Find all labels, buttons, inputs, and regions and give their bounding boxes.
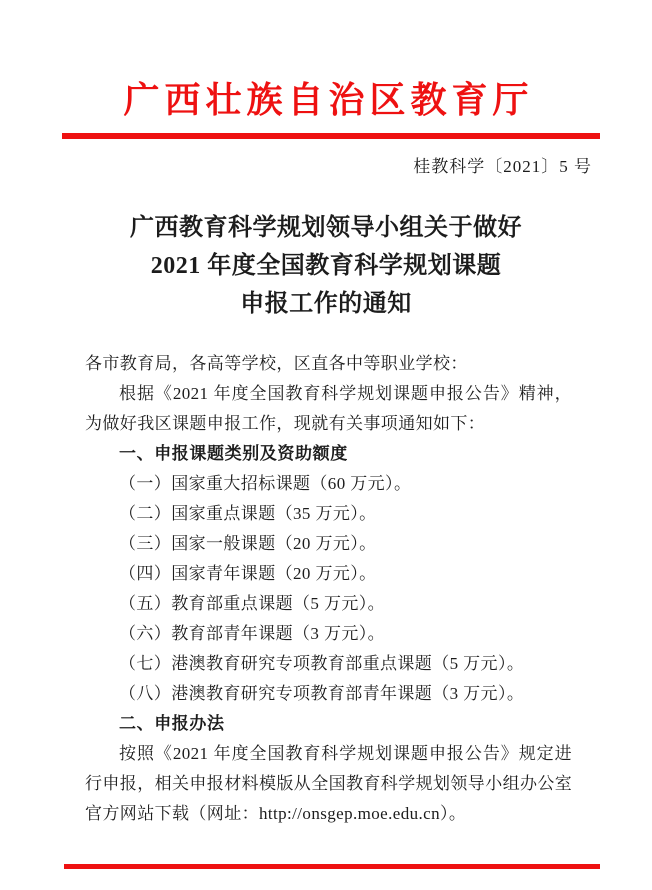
- funding-item: （五）教育部重点课题（5 万元）。: [119, 594, 386, 613]
- intro-line: 为做好我区课题申报工作，现就有关事项通知如下：: [85, 414, 486, 433]
- notice-title-line: 广西教育科学规划领导小组关于做好: [130, 215, 522, 241]
- notice-body: [85, 349, 572, 829]
- funding-item: （七）港澳教育研究专项教育部重点课题（5 万元）。: [119, 654, 525, 673]
- letterhead-divider: [62, 133, 600, 139]
- footer-divider: [64, 864, 600, 869]
- funding-item: （一）国家重大招标课题（60 万元）。: [119, 474, 412, 493]
- section-2-heading: 二、申报办法: [119, 714, 225, 733]
- section-2-text-line: 按照《2021 年度全国教育科学规划课题申报公告》规定进: [119, 744, 572, 763]
- funding-item: （二）国家重点课题（35 万元）。: [119, 504, 377, 523]
- funding-item: （八）港澳教育研究专项教育部青年课题（3 万元）。: [119, 684, 525, 703]
- funding-item: （四）国家青年课题（20 万元）。: [119, 564, 377, 583]
- letterhead-org-name: 广西壮族自治区教育厅: [123, 80, 534, 120]
- notice-title-line: 2021 年度全国教育科学规划课题: [150, 253, 502, 279]
- section-1-heading: 一、申报课题类别及资助额度: [119, 444, 348, 463]
- notice-title-line: 申报工作的通知: [240, 291, 412, 317]
- section-2-text-line: 官方网站下载（网址：http://onsgep.moe.edu.cn）。: [85, 804, 467, 823]
- doc-number: 桂教科学〔2021〕5 号: [413, 157, 592, 176]
- funding-item: （六）教育部青年课题（3 万元）。: [119, 624, 386, 643]
- notice-title: [0, 209, 652, 323]
- salutation: 各市教育局，各高等学校，区直各中等职业学校：: [85, 354, 468, 373]
- intro-line: 根据《2021 年度全国教育科学规划课题申报公告》精神，: [119, 384, 572, 403]
- section-2-text-line: 行申报，相关申报材料模版从全国教育科学规划领导小组办公室: [85, 774, 573, 793]
- funding-item: （三）国家一般课题（20 万元）。: [119, 534, 377, 553]
